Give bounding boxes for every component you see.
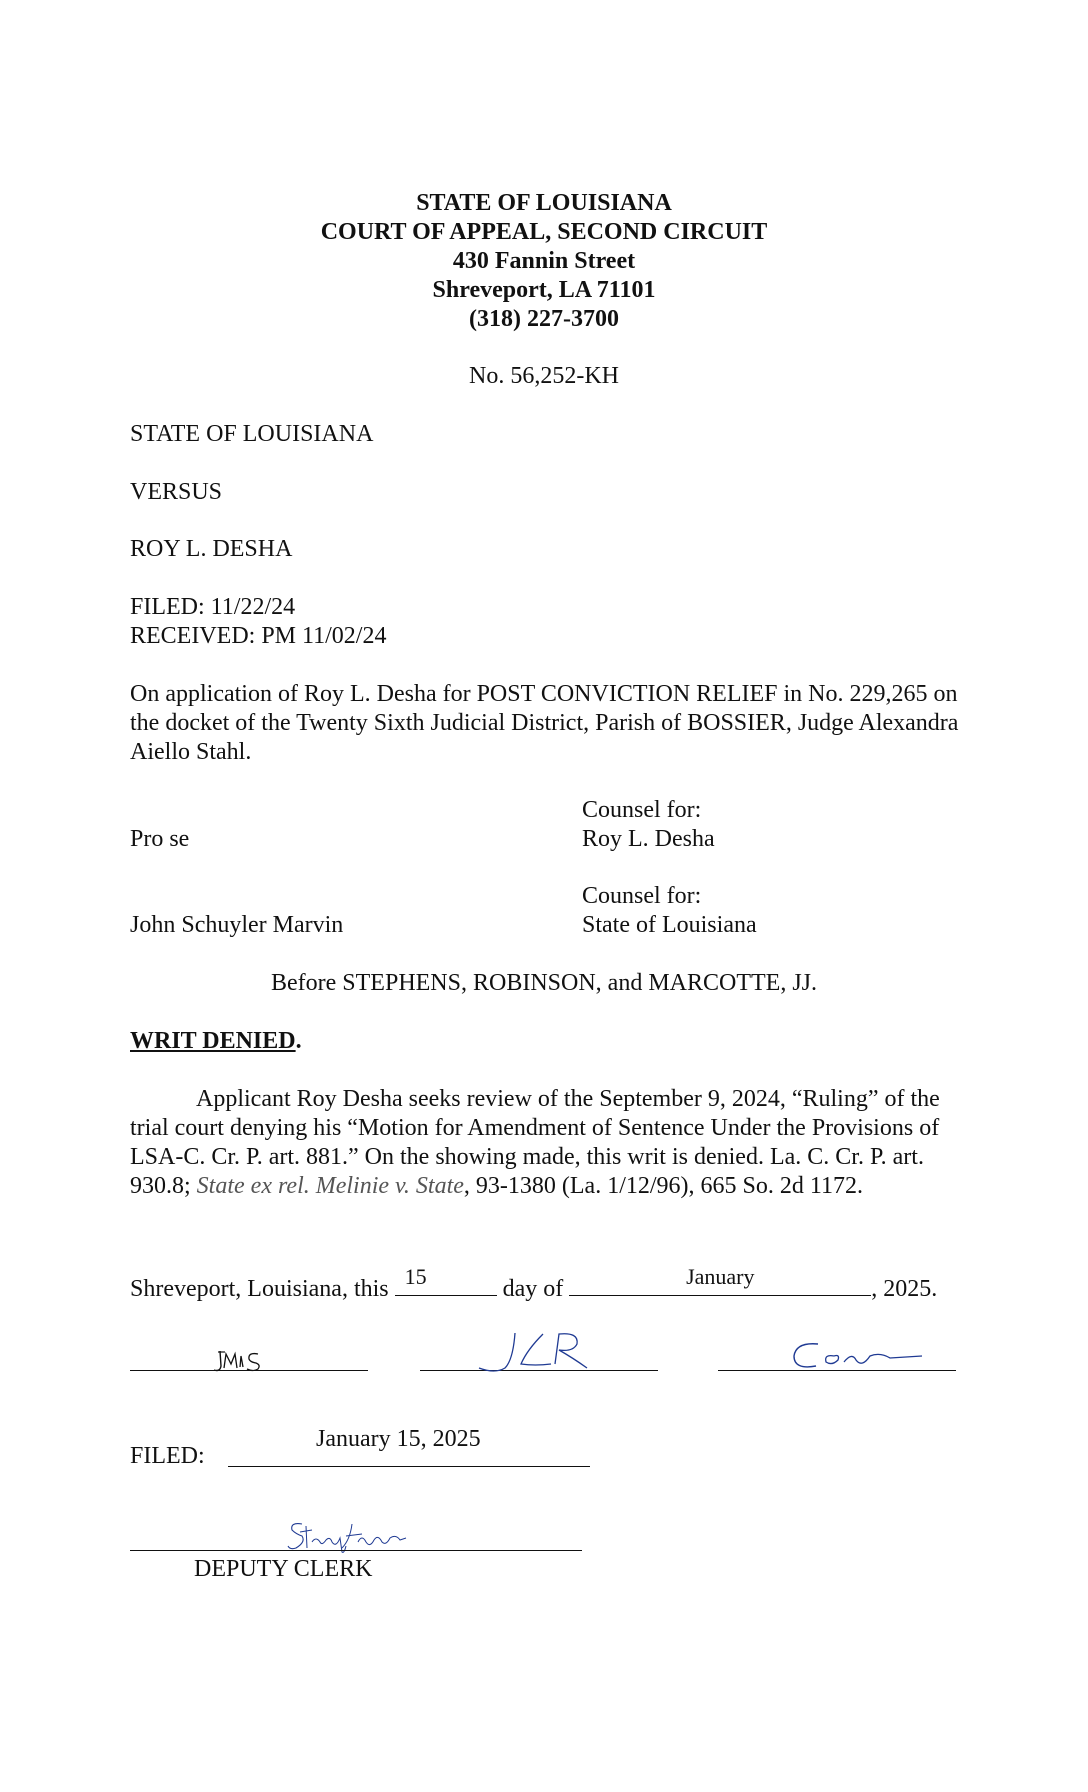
court-city-address: Shreveport, LA 71101 [432,277,656,303]
panel-line: Before STEPHENS, ROBINSON, and MARCOTTE, JJ. [271,970,817,996]
court-street-address: 430 Fannin Street [452,248,636,274]
judge-initials-signature [475,1330,595,1376]
case-citation: State ex rel. Melinie v. State [196,1173,464,1199]
counsel-name: Pro se [130,826,190,852]
dated-line [130,1264,938,1304]
counsel-role-label: Counsel for: [582,883,702,909]
dated-line-middle: day of [496,1276,570,1302]
day-value: 15 [404,1264,427,1289]
court-phone: (318) 227-3700 [469,306,619,332]
dated-line-suffix: , 2025. [871,1276,938,1302]
clerk-signature-line [130,1550,582,1551]
ruling-text: Applicant Roy Desha seeks review of the September 9, 2024, “Ruling” of the trial court denying his “Motion for Amendment of Sentence Under the Provisions of LSA-C. Cr. P. art. 881.” On the showing made, this writ is denied. La. C. Cr. P. art. 930.8; [130,1086,940,1199]
filed-date-line [228,1466,590,1467]
disposition-text: WRIT DENIED [130,1028,296,1054]
clerk-signature [286,1518,410,1554]
judge-initials-signature [790,1340,930,1376]
caption-versus: VERSUS [130,479,223,505]
ruling-text-end: , 93-1380 (La. 1/12/96), 665 So. 2d 1172. [463,1173,863,1199]
disposition-heading [130,1027,302,1056]
filed-date: FILED: 11/22/24 [130,594,296,620]
caption-defendant: ROY L. DESHA [130,536,293,562]
received-date: RECEIVED: PM 11/02/24 [130,623,387,649]
counsel-name: John Schuyler Marvin [130,912,344,938]
application-paragraph: On application of Roy L. Desha for POST CONVICTION RELIEF in No. 229,265 on the docket of the Twenty Sixth Judicial District, Parish of BOSSIER, Judge Alexandra Aiello Stahl. [130,681,959,765]
month-blank [569,1264,871,1296]
case-number: No. 56,252-KH [469,363,619,389]
month-value: January [686,1264,755,1289]
filed-date-value: January 15, 2025 [316,1426,481,1452]
counsel-party: Roy L. Desha [582,826,715,852]
counsel-party: State of Louisiana [582,912,757,938]
counsel-role-label: Counsel for: [582,797,702,823]
deputy-clerk-label: DEPUTY CLERK [194,1556,373,1582]
judge-initials-signature [212,1348,270,1376]
ruling-paragraph [130,1085,980,1201]
filed-label: FILED: [130,1443,205,1469]
day-blank [395,1264,497,1296]
court-state-heading: STATE OF LOUISIANA [416,190,672,216]
court-name-heading: COURT OF APPEAL, SECOND CIRCUIT [320,219,768,245]
caption-plaintiff: STATE OF LOUISIANA [130,421,374,447]
disposition-period: . [295,1028,302,1054]
dated-line-prefix: Shreveport, Louisiana, this [130,1276,395,1302]
